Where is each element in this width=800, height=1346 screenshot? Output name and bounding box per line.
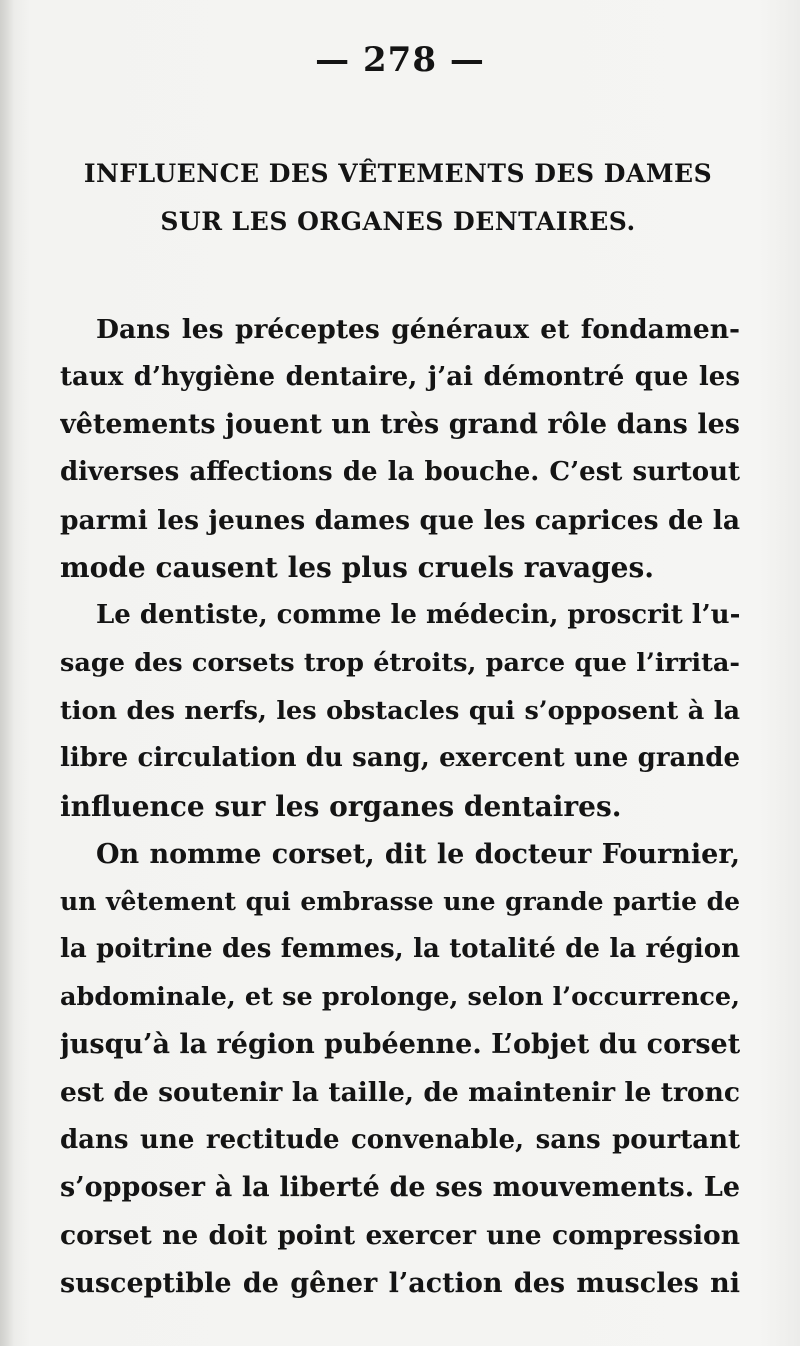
text-line: dans une rectitude convenable, sans pourtant (60, 1124, 740, 1155)
text-line: taux d’hygiène dentaire, j’ai démontré que les (60, 361, 740, 392)
page-number: — 278 — (315, 40, 485, 80)
chapter-title-line-1: INFLUENCE DES VÊTEMENTS DES DAMES (83, 159, 713, 188)
paragraph-1 (60, 306, 740, 592)
text-line: tion des nerfs, les obstacles qui s’opposent à la (60, 695, 740, 726)
text-line: est de soutenir la taille, de maintenir le tronc (60, 1077, 740, 1108)
paragraph-3 (60, 831, 740, 1308)
text-line: Le dentiste, comme le médecin, proscrit l’u- (96, 600, 740, 631)
paragraph-2 (60, 592, 740, 830)
text-line: jusqu’à la région pubéenne. L’objet du corset (60, 1029, 740, 1061)
text-line: influence sur les organes dentaires. (60, 789, 622, 823)
text-line: Dans les préceptes généraux et fondamen- (96, 314, 740, 345)
text-line: susceptible de gêner l’action des muscles ni (60, 1267, 740, 1299)
text-line: On nomme corset, dit le docteur Fournier, (96, 838, 740, 870)
text-line: la poitrine des femmes, la totalité de la région (60, 933, 740, 964)
body-text (60, 306, 740, 1307)
page-edge-shadow (0, 0, 14, 1346)
text-line: vêtements jouent un très grand rôle dans les (60, 409, 740, 441)
chapter-title (56, 150, 740, 246)
text-line: diverses affections de la bouche. C’est surtout (60, 457, 740, 488)
text-line: corset ne doit point exercer une compression (60, 1220, 740, 1252)
text-line: libre circulation du sang, exercent une grande (60, 743, 740, 774)
text-line: s’opposer à la liberté de ses mouvements. Le (60, 1172, 740, 1204)
text-line: abdominale, et se prolonge, selon l’occurrence, (60, 981, 740, 1012)
text-line: mode causent les plus cruels ravages. (60, 551, 654, 585)
text-line: un vêtement qui embrasse une grande partie de (60, 887, 740, 917)
text-line: sage des corsets trop étroits, parce que l’irrita- (60, 647, 740, 678)
chapter-title-line-2: SUR LES ORGANES DENTAIRES. (160, 207, 636, 236)
text-line: parmi les jeunes dames que les caprices de la (60, 504, 740, 536)
